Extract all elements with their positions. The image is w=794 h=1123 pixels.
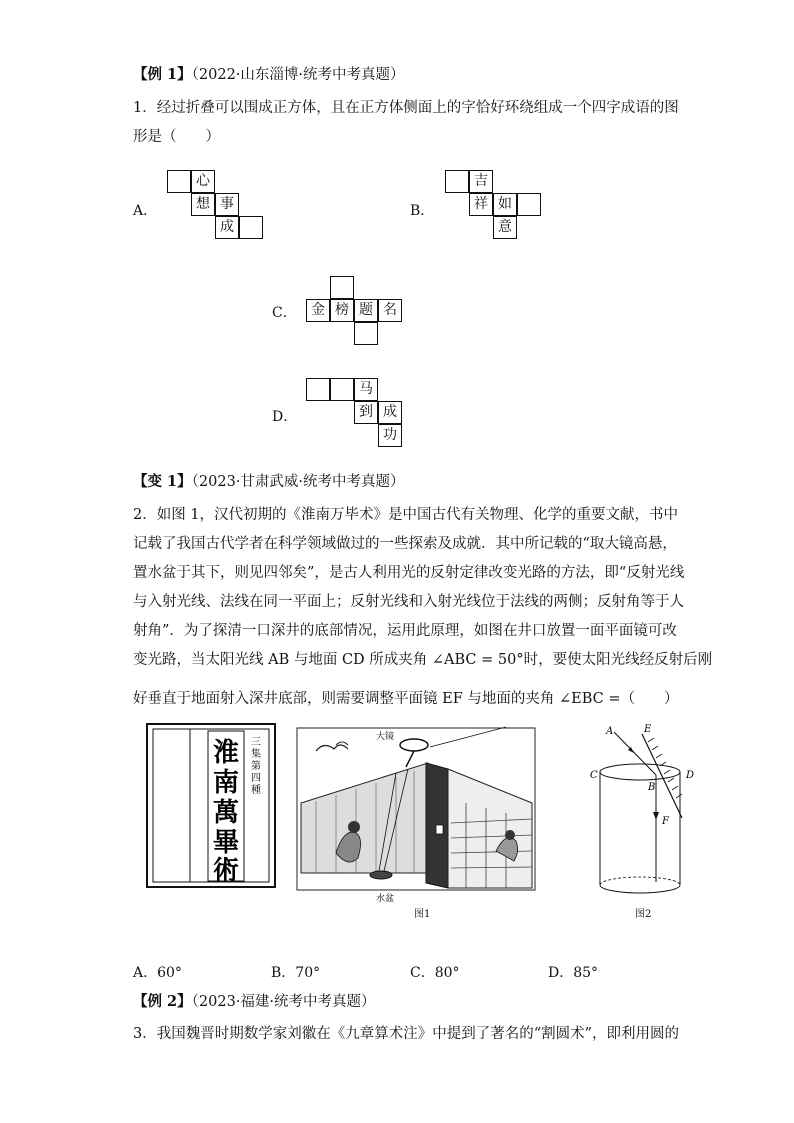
net-cell: 意	[493, 216, 517, 239]
net-cell: 金	[306, 299, 330, 322]
net-cell: 祥	[469, 193, 493, 216]
option-c-label: C．	[272, 305, 297, 321]
point-d-label: D	[686, 770, 695, 781]
net-cell: 题	[354, 299, 378, 322]
book-title-char: 畢	[212, 828, 240, 858]
example-2-header	[133, 993, 376, 1011]
book-title-char: 南	[212, 768, 240, 798]
ancient-well-illustration	[296, 723, 536, 903]
net-cell: 想	[191, 193, 215, 216]
book-side-char: 第	[251, 761, 261, 772]
well-mirror-diagram	[590, 720, 700, 900]
question-2-line-6: 变光路，当太阳光线 AB 与地面 CD 所成夹角 ∠ABC = 50°时，要使太阳光线经反射后刚	[133, 652, 713, 668]
net-cell	[445, 170, 469, 193]
example-1-source: （2022·山东淄博·统考中考真题）	[191, 67, 405, 83]
book-title-char: 淮	[212, 738, 240, 768]
example-2-source: （2023·福建·统考中考真题）	[191, 994, 376, 1010]
net-cell: 成	[378, 401, 402, 424]
book-side-char: 三	[251, 737, 261, 748]
book-cover-image	[146, 723, 276, 888]
answer-option-d: D．85°	[548, 965, 599, 981]
variant-1-source: （2023·甘肃武威·统考中考真题）	[191, 474, 405, 490]
net-cell	[167, 170, 191, 193]
point-c-label: C	[590, 770, 598, 781]
answer-option-c: C．80°	[410, 965, 460, 981]
book-title-char: 術	[212, 856, 240, 886]
net-cell: 事	[215, 193, 239, 216]
question-1-line-2: 形是（ ）	[133, 129, 220, 145]
point-a-label: A	[606, 726, 614, 737]
figure-1-caption: 图1	[414, 909, 431, 920]
book-side-char: 種	[251, 785, 261, 796]
net-cell: 名	[378, 299, 402, 322]
answer-option-b: B．70°	[271, 965, 321, 981]
question-2-line-5: 射角”．为了探清一口深井的底部情况，运用此原理，如图在井口放置一面平面镜可改	[133, 623, 677, 639]
option-b-label: B．	[410, 203, 435, 219]
book-title-char: 萬	[212, 798, 240, 828]
net-cell	[330, 276, 354, 299]
point-f-label: F	[662, 816, 669, 827]
option-a-label: A．	[133, 203, 158, 219]
figure-2-caption: 图2	[635, 909, 652, 920]
net-cell: 成	[215, 216, 239, 239]
answer-option-a: A．60°	[133, 965, 182, 981]
example-1-header	[133, 66, 405, 84]
variant-1-tag: 【变 1】	[133, 473, 192, 490]
question-2-line-1: 2．如图 1，汉代初期的《淮南万毕术》是中国古代有关物理、化学的重要文献，书中	[133, 507, 679, 523]
question-1-line-1: 1．经过折叠可以围成正方体，且在正方体侧面上的字恰好环绕组成一个四字成语的图	[133, 100, 679, 116]
book-side-char: 集	[251, 749, 261, 760]
net-cell	[330, 378, 354, 401]
question-2-line-3: 置水盆于其下，则见四邻矣”，是古人利用光的反射定律改变光路的方法，即“反射光线	[133, 565, 685, 581]
point-e-label: E	[644, 724, 652, 735]
net-cell: 到	[354, 401, 378, 424]
question-3-line-1: 3．我国魏晋时期数学家刘徽在《九章算术注》中提到了著名的“割圆术”，即利用圆的	[133, 1026, 680, 1042]
question-2-line-4: 与入射光线、法线在同一平面上；反射光线和入射光线位于法线的两侧；反射角等于人	[133, 594, 684, 610]
book-side-char: 四	[251, 773, 261, 784]
net-cell: 吉	[469, 170, 493, 193]
option-d-label: D．	[272, 409, 298, 425]
variant-1-header	[133, 473, 405, 491]
net-cell	[306, 378, 330, 401]
net-cell: 马	[354, 378, 378, 401]
basin-label: 水盆	[376, 894, 395, 903]
example-1-tag: 【例 1】	[133, 66, 192, 83]
question-2-line-7: 好垂直于地面射入深井底部，则需要调整平面镜 EF 与地面的夹角 ∠EBC =（ ）	[133, 691, 679, 707]
net-cell: 榜	[330, 299, 354, 322]
net-cell	[517, 193, 541, 216]
net-cell	[239, 216, 263, 239]
example-2-tag: 【例 2】	[133, 993, 192, 1010]
point-b-label: B	[648, 782, 656, 793]
mirror-label: 大镜	[376, 732, 395, 742]
question-2-line-2: 记载了我国古代学者在科学领域做过的一些探索及成就．其中所记载的“取大镜高悬，	[133, 536, 677, 552]
net-cell	[354, 322, 378, 345]
net-cell: 心	[191, 170, 215, 193]
net-cell: 功	[378, 424, 402, 447]
net-cell: 如	[493, 193, 517, 216]
